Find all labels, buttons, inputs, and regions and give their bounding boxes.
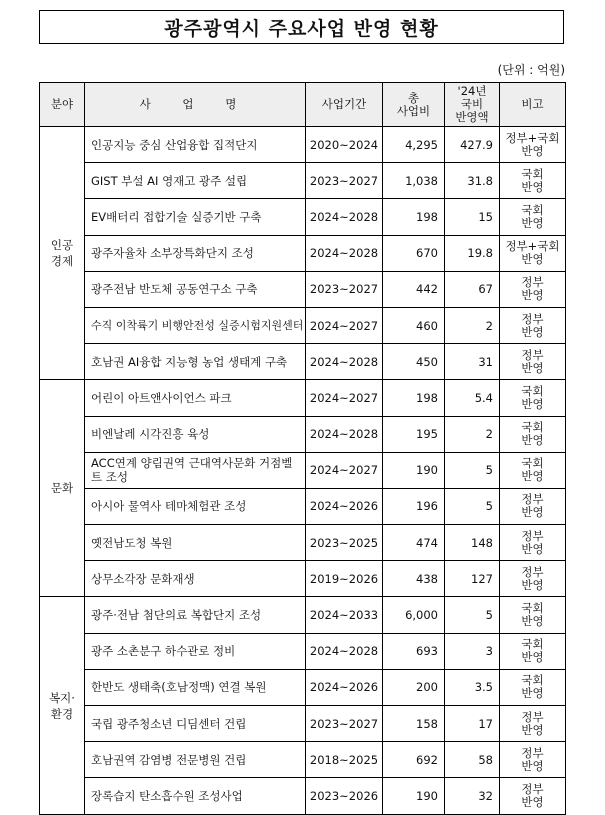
budget-2024: 5: [445, 488, 500, 524]
project-period: 2019~2026: [306, 561, 383, 597]
budget-2024: 2: [445, 416, 500, 452]
category-line1: 인공: [50, 238, 74, 253]
note-cell: [500, 597, 566, 633]
category-cell: [40, 127, 85, 380]
budget-2024: 3: [445, 633, 500, 669]
table-row: [40, 344, 566, 380]
total-cost: 474: [383, 525, 445, 561]
note-cell: [500, 452, 566, 488]
project-name: 광주 소촌분구 하수관로 정비: [85, 633, 306, 669]
project-name: 한반도 생태축(호남정맥) 연결 복원: [85, 669, 306, 705]
header-project-label: 사 업 명: [139, 97, 251, 111]
table-header-row: [40, 83, 566, 127]
budget-2024: 15: [445, 199, 500, 235]
note-cell: [500, 525, 566, 561]
budget-2024: 32: [445, 778, 500, 814]
note-line2: 반영: [521, 469, 544, 484]
note-line2: 반영: [521, 686, 544, 701]
total-cost: 1,038: [383, 163, 445, 199]
note-line2: 반영: [521, 288, 544, 303]
table-row: [40, 416, 566, 452]
table-row: [40, 525, 566, 561]
project-name: 수직 이착륙기 비행안전성 실증시험지원센터: [85, 307, 306, 343]
note-line2: 반영: [521, 722, 544, 737]
budget-2024: 2: [445, 307, 500, 343]
project-period: 2020~2024: [306, 127, 383, 163]
table-row: [40, 163, 566, 199]
header-budget-line2: 국비: [460, 97, 484, 111]
note-line1: 정부: [521, 745, 544, 760]
table-row: [40, 199, 566, 235]
project-period: 2024~2027: [306, 380, 383, 416]
note-line1: 정부: [521, 492, 544, 507]
project-name: 호남권역 감염병 전문병원 건립: [85, 742, 306, 778]
note-line1: 정부+국회: [505, 239, 560, 254]
note-cell: [500, 235, 566, 271]
project-name: 광주·전남 첨단의료 복합단지 조성: [85, 597, 306, 633]
note-line1: 국회: [521, 383, 544, 398]
project-name: EV배터리 접합기술 실증기반 구축: [85, 199, 306, 235]
project-period: 2024~2026: [306, 669, 383, 705]
total-cost: 442: [383, 271, 445, 307]
note-line1: 정부: [521, 311, 544, 326]
note-cell: [500, 633, 566, 669]
note-cell: [500, 669, 566, 705]
note-line1: 국회: [521, 166, 544, 181]
note-line1: 정부: [521, 709, 544, 724]
note-line2: 반영: [521, 614, 544, 629]
header-total: [383, 83, 445, 127]
total-cost: 693: [383, 633, 445, 669]
budget-2024: 17: [445, 706, 500, 742]
budget-2024: 148: [445, 525, 500, 561]
project-name: 인공지능 중심 산업융합 집적단지: [85, 127, 306, 163]
budget-2024: 31: [445, 344, 500, 380]
note-cell: [500, 271, 566, 307]
project-name: 광주자율차 소부장특화단지 조성: [85, 235, 306, 271]
header-project: [85, 83, 306, 127]
header-field: 분야: [40, 83, 85, 127]
header-budget: [445, 83, 500, 127]
note-line1: 국회: [521, 673, 544, 688]
note-cell: [500, 163, 566, 199]
note-line1: 정부: [521, 528, 544, 543]
project-period: 2023~2027: [306, 271, 383, 307]
project-period: 2024~2028: [306, 199, 383, 235]
category-line2: 환경: [50, 706, 74, 721]
total-cost: 158: [383, 706, 445, 742]
project-name: 호남권 AI융합 지능형 농업 생태계 구축: [85, 344, 306, 380]
note-cell: [500, 742, 566, 778]
total-cost: 198: [383, 199, 445, 235]
project-name: 어린이 아트앤사이언스 파크: [85, 380, 306, 416]
note-line2: 반영: [521, 215, 544, 230]
note-cell: [500, 307, 566, 343]
table-row: [40, 561, 566, 597]
budget-2024: 127: [445, 561, 500, 597]
table-row: [40, 488, 566, 524]
budget-2024: 3.5: [445, 669, 500, 705]
note-line2: 반영: [521, 505, 544, 520]
total-cost: 200: [383, 669, 445, 705]
budget-2024: 5: [445, 597, 500, 633]
table-row: [40, 633, 566, 669]
note-cell: [500, 416, 566, 452]
budget-2024: 5.4: [445, 380, 500, 416]
category-cell: [40, 380, 85, 597]
category-line1: 문화: [50, 481, 74, 496]
note-line1: 국회: [521, 637, 544, 652]
note-line2: 반영: [521, 179, 544, 194]
project-table: [39, 82, 566, 815]
total-cost: 692: [383, 742, 445, 778]
total-cost: 6,000: [383, 597, 445, 633]
budget-2024: 19.8: [445, 235, 500, 271]
note-cell: [500, 380, 566, 416]
table-row: [40, 235, 566, 271]
budget-2024: 31.8: [445, 163, 500, 199]
project-period: 2023~2027: [306, 163, 383, 199]
table-row: [40, 307, 566, 343]
project-name: 광주전남 반도체 공동연구소 구축: [85, 271, 306, 307]
table-row: [40, 742, 566, 778]
note-line2: 반영: [521, 324, 544, 339]
note-line2: 반영: [521, 758, 544, 773]
note-line1: 정부: [521, 275, 544, 290]
note-line2: 반영: [521, 577, 544, 592]
category-line1: 복지·: [49, 690, 75, 705]
budget-2024: 5: [445, 452, 500, 488]
note-line2: 반영: [521, 396, 544, 411]
table-row: [40, 452, 566, 488]
project-name: 국립 광주청소년 디딤센터 건립: [85, 706, 306, 742]
project-name: 상무소각장 문화재생: [85, 561, 306, 597]
total-cost: 196: [383, 488, 445, 524]
total-cost: 195: [383, 416, 445, 452]
total-cost: 450: [383, 344, 445, 380]
budget-2024: 58: [445, 742, 500, 778]
note-cell: [500, 778, 566, 814]
project-period: 2024~2028: [306, 416, 383, 452]
table-row: [40, 380, 566, 416]
note-line1: 정부: [521, 564, 544, 579]
project-period: 2023~2025: [306, 525, 383, 561]
total-cost: 190: [383, 452, 445, 488]
header-period: 사업기간: [306, 83, 383, 127]
note-line2: 반영: [521, 541, 544, 556]
header-budget-line1: '24년: [457, 84, 487, 98]
note-line1: 국회: [521, 202, 544, 217]
project-period: 2024~2027: [306, 307, 383, 343]
header-budget-line3: 반영액: [455, 110, 489, 124]
unit-label: (단위 : 억원): [497, 63, 565, 77]
project-name: GIST 부설 AI 영재고 광주 설립: [85, 163, 306, 199]
total-cost: 438: [383, 561, 445, 597]
project-period: 2024~2026: [306, 488, 383, 524]
page-title: 광주광역시 주요사업 반영 현황: [39, 10, 564, 44]
note-cell: [500, 199, 566, 235]
note-cell: [500, 344, 566, 380]
table-row: [40, 778, 566, 814]
note-cell: [500, 706, 566, 742]
note-line2: 반영: [521, 650, 544, 665]
note-line1: 국회: [521, 456, 544, 471]
note-line2: 반영: [521, 143, 544, 158]
project-period: 2023~2026: [306, 778, 383, 814]
total-cost: 198: [383, 380, 445, 416]
project-period: 2024~2028: [306, 344, 383, 380]
project-period: 2024~2028: [306, 633, 383, 669]
note-cell: [500, 127, 566, 163]
budget-2024: 67: [445, 271, 500, 307]
table-row: [40, 127, 566, 163]
total-cost: 460: [383, 307, 445, 343]
budget-2024: 427.9: [445, 127, 500, 163]
note-line2: 반영: [521, 252, 544, 267]
note-cell: [500, 488, 566, 524]
note-line2: 반영: [521, 433, 544, 448]
note-line2: 반영: [521, 794, 544, 809]
project-name: 장록습지 탄소흡수원 조성사업: [85, 778, 306, 814]
project-period: 2024~2028: [306, 235, 383, 271]
note-line1: 정부: [521, 781, 544, 796]
project-name: 비엔날레 시각진흥 육성: [85, 416, 306, 452]
table-row: [40, 597, 566, 633]
table-row: [40, 271, 566, 307]
header-note: 비고: [500, 83, 566, 127]
category-line2: 경제: [50, 254, 74, 269]
project-period: 2023~2027: [306, 706, 383, 742]
note-line1: 정부: [521, 347, 544, 362]
project-period: 2024~2033: [306, 597, 383, 633]
table-row: [40, 669, 566, 705]
project-name: 아시아 물역사 테마체험관 조성: [85, 488, 306, 524]
total-cost: 190: [383, 778, 445, 814]
note-line1: 국회: [521, 601, 544, 616]
total-cost: 670: [383, 235, 445, 271]
note-line1: 국회: [521, 420, 544, 435]
note-cell: [500, 561, 566, 597]
project-name: 옛전남도청 복원: [85, 525, 306, 561]
note-line1: 정부+국회: [505, 130, 560, 145]
total-cost: 4,295: [383, 127, 445, 163]
project-period: 2018~2025: [306, 742, 383, 778]
note-line2: 반영: [521, 360, 544, 375]
header-total-line2: 사업비: [396, 103, 431, 118]
table-body: [40, 127, 566, 815]
category-cell: [40, 597, 85, 814]
header-total-line1: 총: [407, 90, 420, 105]
project-period: 2024~2027: [306, 452, 383, 488]
table-row: [40, 706, 566, 742]
project-name: ACC연계 양림권역 근대역사문화 거점벨트 조성: [85, 452, 306, 488]
